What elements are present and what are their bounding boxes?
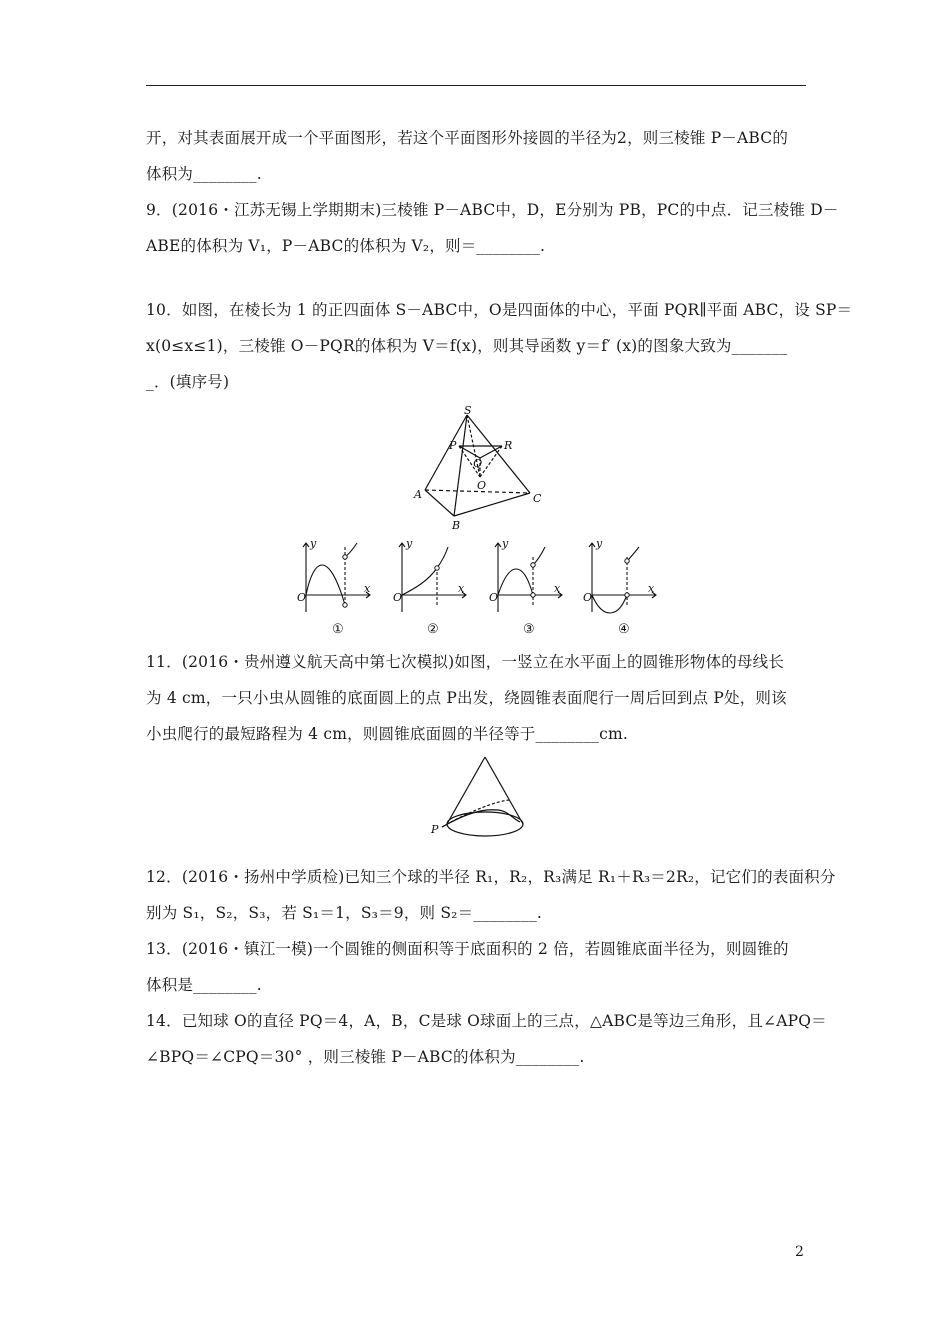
graph-option-2 <box>388 537 478 637</box>
graph-caption: ② <box>427 622 439 637</box>
problem-10: 10．如图，在棱长为 1 的正四面体 S－ABC中，O是四面体的中心，平面 PQR∥平面 ABC，设 SP＝ <box>146 301 853 319</box>
text-line: ∠BPQ＝∠CPQ＝30° ，则三棱锥 P－ABC的体积为________. <box>146 1048 585 1066</box>
graph-caption: ① <box>332 622 344 637</box>
axis-label-x: x <box>364 582 371 595</box>
origin-label: O <box>489 591 499 604</box>
label-B: B <box>452 519 461 532</box>
graph-option-4 <box>578 537 668 637</box>
axis-label-y: y <box>406 537 413 550</box>
text-line: ABE的体积为 V₁，P－ABC的体积为 V₂，则＝________. <box>146 237 546 255</box>
text-line: 小虫爬行的最短路程为 4 cm，则圆锥底面圆的半径等于________cm. <box>146 725 629 743</box>
label-P: P <box>431 823 439 836</box>
origin-label: O <box>583 591 593 604</box>
axis-label-x: x <box>458 582 465 595</box>
text-line: 体积是________. <box>146 976 262 994</box>
label-P: P <box>449 439 457 452</box>
label-S: S <box>464 404 472 417</box>
graph-caption: ③ <box>523 622 535 637</box>
label-C: C <box>533 492 542 505</box>
problem-9: 9．(2016・江苏无锡上学期期末)三棱锥 P－ABC中，D，E分别为 PB，PC的中点．记三棱锥 D－ <box>146 201 839 219</box>
label-Q: Q <box>473 457 483 470</box>
axis-label-x: x <box>554 582 561 595</box>
text-line: x(0≤x≤1)，三棱锥 O－PQR的体积为 V＝f(x)，则其导函数 y＝f′ (x)的图象大致为_______ <box>146 337 788 355</box>
axis-label-y: y <box>596 537 603 550</box>
graph-option-3 <box>484 537 574 637</box>
axis-label-y: y <box>310 537 317 550</box>
graph-option-1 <box>292 537 382 637</box>
text-line: 为 4 cm，一只小虫从圆锥的底面圆上的点 P出发，绕圆锥表面爬行一周后回到点 P处，则该 <box>146 689 787 707</box>
text-line: 开，对其表面展开成一个平面图形，若这个平面图形外接圆的半径为2，则三棱锥 P－ABC的 <box>146 129 789 147</box>
problem-14: 14．已知球 O的直径 PQ＝4，A，B，C是球 O球面上的三点，△ABC是等边三角形，且∠APQ＝ <box>146 1012 827 1030</box>
label-A: A <box>414 488 422 501</box>
origin-label: O <box>297 591 307 604</box>
axis-label-y: y <box>502 537 509 550</box>
problem-12: 12．(2016・扬州中学质检)已知三个球的半径 R₁，R₂，R₃满足 R₁＋R₃＝2R₂，记它们的表面积分 <box>146 868 836 886</box>
tetrahedron-figure <box>412 405 552 535</box>
text-line: _．(填序号) <box>146 373 230 391</box>
cone-figure <box>428 752 538 847</box>
header-rule <box>146 85 806 86</box>
graph-caption: ④ <box>618 622 630 637</box>
text-line: 体积为________. <box>146 165 262 183</box>
text-line: 别为 S₁，S₂，S₃，若 S₁＝1，S₃＝9，则 S₂＝________. <box>146 904 543 922</box>
problem-11: 11．(2016・贵州遵义航天高中第七次模拟)如图，一竖立在水平面上的圆锥形物体的母线长 <box>146 653 785 671</box>
axis-label-x: x <box>648 582 655 595</box>
label-O: O <box>477 479 487 492</box>
page-number: 2 <box>795 1244 804 1260</box>
problem-13: 13．(2016・镇江一模)一个圆锥的侧面积等于底面积的 2 倍，若圆锥底面半径为，则圆锥的 <box>146 940 789 958</box>
label-R: R <box>504 439 513 452</box>
origin-label: O <box>393 591 403 604</box>
